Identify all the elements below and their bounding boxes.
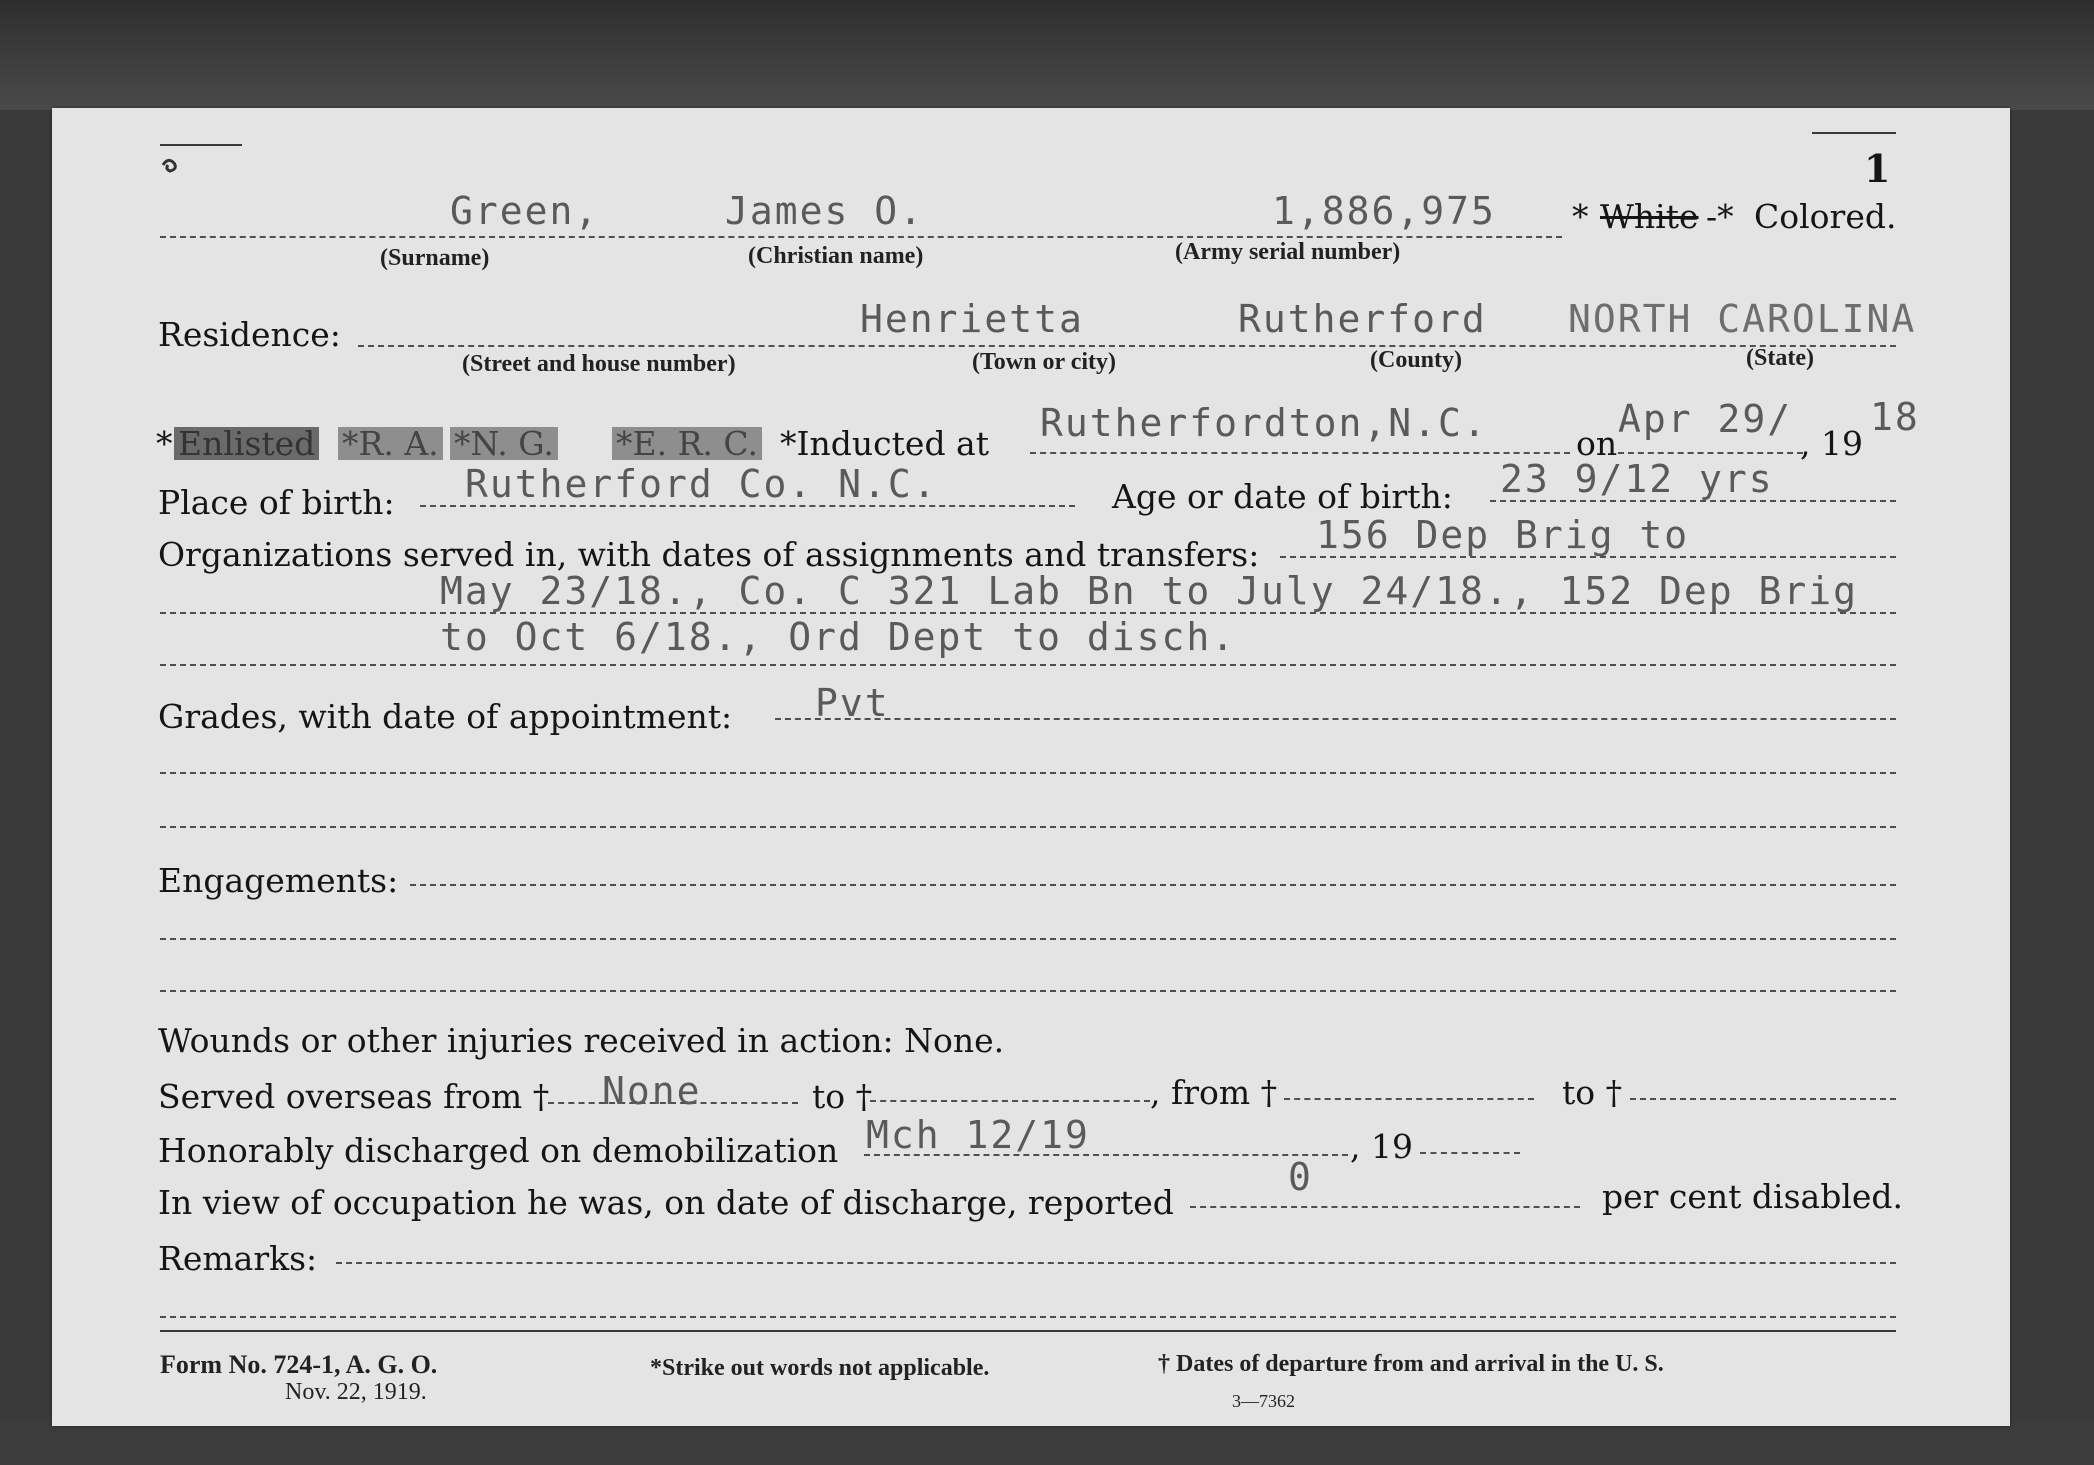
surname-label: (Surname)	[380, 245, 490, 271]
overseas-to2-line	[1630, 1098, 1896, 1100]
card-number: 1	[1864, 146, 1891, 191]
discharge-label: Honorably discharged on demobilization	[158, 1131, 839, 1170]
serial-number-value: 1,886,975	[1272, 189, 1496, 233]
ink-mark-icon	[160, 155, 180, 175]
town-value: Henrietta	[860, 297, 1084, 341]
engagements-label: Engagements:	[158, 861, 399, 900]
age-value: 23 9/12 yrs	[1500, 457, 1774, 501]
residence-line	[358, 345, 1896, 347]
grades-line-1	[775, 718, 1896, 720]
grades-line-2	[160, 772, 1896, 774]
ra-struck: *R. A.	[338, 427, 443, 460]
overseas-from2-label: , from †	[1150, 1073, 1278, 1112]
overseas-from-value: None	[602, 1069, 702, 1113]
disability-value: 0	[1288, 1155, 1313, 1199]
engagements-line-3	[160, 990, 1896, 992]
overseas-from-label: Served overseas from †	[158, 1077, 550, 1116]
discharge-year-prefix: , 19	[1350, 1127, 1413, 1166]
induction-date-line	[1618, 452, 1803, 454]
footer-rule	[160, 1330, 1896, 1332]
remarks-line-1	[336, 1262, 1896, 1264]
erc-struck: *E. R. C.	[612, 427, 762, 460]
inducted-place-value: Rutherfordton,N.C.	[1040, 401, 1488, 445]
grades-label: Grades, with date of appointment:	[158, 697, 733, 736]
grades-line-3	[160, 826, 1896, 828]
induction-year-prefix: , 19	[1800, 424, 1863, 463]
county-value: Rutherford	[1238, 297, 1487, 341]
form-number: Form No. 724-1, A. G. O.	[160, 1350, 438, 1379]
ng-struck: *N. G.	[450, 427, 558, 460]
age-label: Age or date of birth:	[1112, 477, 1453, 516]
disability-suffix: per cent disabled.	[1602, 1177, 1904, 1216]
engagements-line-1	[410, 884, 1896, 886]
induction-star: *	[156, 424, 173, 463]
on-label: on	[1576, 424, 1618, 463]
top-left-rule	[160, 144, 242, 146]
christian-name-label: (Christian name)	[748, 243, 924, 269]
remarks-line-2	[160, 1316, 1896, 1318]
overseas-to2-label: to †	[1562, 1073, 1623, 1112]
discharge-date-value: Mch 12/19	[866, 1113, 1090, 1157]
inducted-place-line	[1030, 452, 1570, 454]
print-code: 3—7362	[1232, 1391, 1295, 1411]
discharge-year-line	[1420, 1152, 1520, 1154]
wounds-text: Wounds or other injuries received in action: None.	[158, 1021, 1005, 1060]
induction-year-value: 18	[1870, 395, 1920, 439]
serial-number-label: (Army serial number)	[1175, 239, 1401, 265]
organizations-value-2: May 23/18., Co. C 321 Lab Bn to July 24/18., 152 Dep Brig	[440, 569, 1859, 613]
dates-note: † Dates of departure from and arrival in the U. S.	[1158, 1351, 1664, 1377]
race-colored: Colored.	[1754, 197, 1897, 236]
engagements-line-2	[160, 938, 1896, 940]
remarks-label: Remarks:	[158, 1239, 318, 1278]
disability-label: In view of occupation he was, on date of discharge, reported	[158, 1183, 1174, 1222]
place-of-birth-value: Rutherford Co. N.C.	[465, 462, 938, 506]
residence-label: Residence:	[158, 315, 341, 354]
town-label: (Town or city)	[972, 349, 1116, 375]
overseas-to-label: to †	[812, 1077, 873, 1116]
organizations-value-1: 156 Dep Brig to	[1316, 513, 1690, 557]
place-of-birth-label: Place of birth:	[158, 483, 395, 522]
overseas-to-line	[870, 1100, 1150, 1102]
grades-value: Pvt	[815, 681, 890, 725]
scan-background-top	[0, 0, 2094, 110]
organizations-label: Organizations served in, with dates of assignments and transfers:	[158, 535, 1260, 574]
name-line	[160, 236, 1562, 238]
state-label: (State)	[1746, 345, 1814, 371]
induction-date-value: Apr 29/	[1618, 397, 1793, 441]
organizations-line-3	[160, 664, 1896, 666]
top-right-rule	[1812, 132, 1896, 134]
form-date: Nov. 22, 1919.	[285, 1379, 427, 1405]
race-dash: -*	[1706, 197, 1734, 236]
strike-out-note: *Strike out words not applicable.	[650, 1355, 990, 1381]
race-white-struck: White	[1600, 197, 1699, 236]
county-label: (County)	[1370, 347, 1463, 373]
surname-value: Green,	[450, 189, 600, 233]
overseas-from2-line	[1284, 1098, 1534, 1100]
street-label: (Street and house number)	[462, 351, 736, 377]
christian-name-value: James O.	[725, 189, 925, 233]
race-prefix: *	[1572, 197, 1589, 236]
organizations-value-3: to Oct 6/18., Ord Dept to disch.	[440, 615, 1237, 659]
state-value: NORTH CAROLINA	[1568, 297, 1917, 341]
inducted-label: *Inducted at	[780, 424, 989, 463]
disability-line	[1190, 1206, 1580, 1208]
enlisted-struck: Enlisted	[174, 427, 319, 460]
